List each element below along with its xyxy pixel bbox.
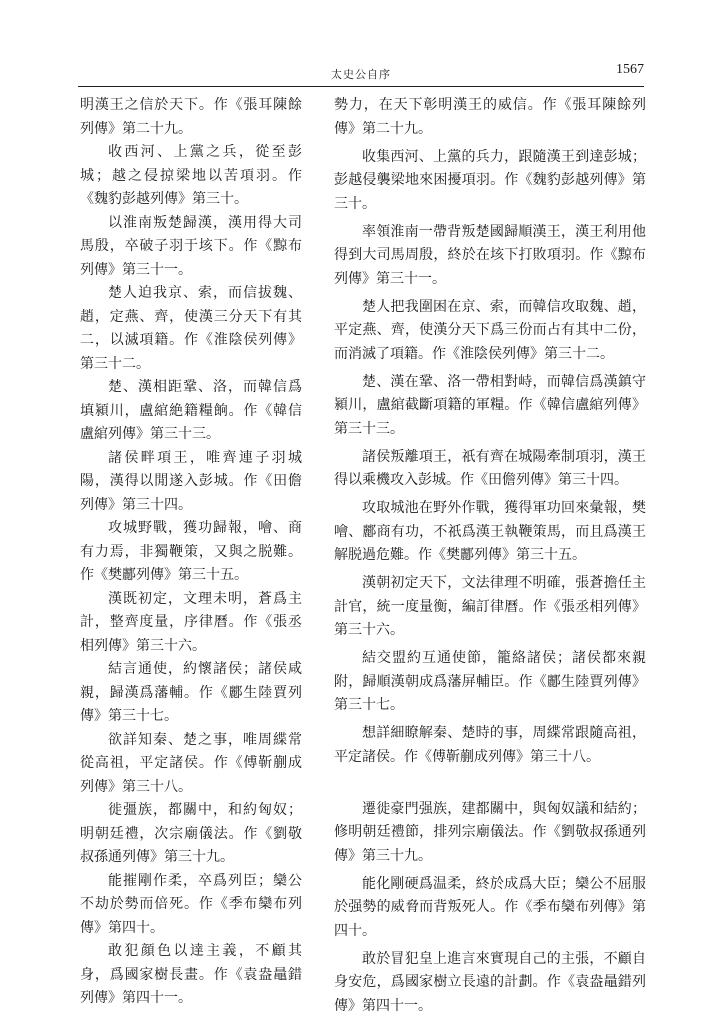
translation-paragraph: 漢朝初定天下，文法律理不明確，張蒼擔任主計官，統一度量衡，編訂律曆。作《張丞相列傳》第三十六。 — [334, 575, 646, 638]
running-title: 太史公自序 — [331, 68, 391, 81]
page-header — [78, 62, 644, 84]
original-text-column — [80, 94, 302, 1011]
original-paragraph: 楚、漢相距鞏、洛，而韓信爲填潁川，盧綰絶籍糧餉。作《韓信盧綰列傳》第三十三。 — [80, 379, 302, 442]
original-paragraph: 以淮南叛楚歸漢，漢用得大司馬殷，卒破子羽于垓下。作《黥布列傳》第三十一。 — [80, 214, 302, 278]
original-paragraph: 明漢王之信於天下。作《張耳陳餘列傳》第二十九。 — [80, 97, 302, 137]
page-number: 1567 — [616, 62, 644, 77]
original-paragraph: 能摧剛作柔，卒爲列臣；欒公不劫於勢而倍死。作《季布欒布列傳》第四十。 — [80, 872, 302, 936]
translation-paragraph: 結交盟約互通使節，籠絡諸侯；諸侯都來親附，歸順漢朝成爲藩屏輔臣。作《酈生陸賈列傳》第三十七。 — [334, 650, 646, 713]
original-paragraph: 結言通使，約懷諸侯；諸侯咸親，歸漢爲藩輔。作《酈生陸賈列傳》第三十七。 — [80, 661, 302, 724]
translation-paragraph: 能化剛硬爲温柔，終於成爲大臣；欒公不屈服於强勢的威脅而背叛死人。作《季布欒布列傳》第四十。 — [334, 875, 646, 939]
original-paragraph: 楚人迫我京、索，而信拔魏、趙，定燕、齊，使漢三分天下有其二，以滅項籍。作《淮陰侯列傳》第三十二。 — [80, 285, 302, 372]
column-gap — [334, 774, 646, 798]
original-paragraph: 欲詳知秦、楚之事，唯周緤常從高祖，平定諸侯。作《傅靳蒯成列傳》第三十八。 — [80, 731, 302, 795]
translation-paragraph: 率領淮南一帶背叛楚國歸順漢王，漢王利用他得到大司馬周殷，終於在垓下打敗項羽。作《黥布列傳》第三十一。 — [334, 223, 646, 287]
original-paragraph: 漢既初定，文理未明，蒼爲主計，整齊度量，序律曆。作《張丞相列傳》第三十六。 — [80, 590, 302, 654]
original-paragraph: 諸侯畔項王，唯齊連子羽城陽，漢得以閒遂入彭城。作《田儋列傳》第三十四。 — [80, 449, 302, 513]
original-paragraph: 收西河、上黨之兵，從至彭城；越之侵掠梁地以苦項羽。作《魏豹彭越列傳》第三十。 — [80, 144, 302, 207]
header-rule — [78, 86, 644, 87]
translation-paragraph: 諸侯叛離項王，祇有齊在城陽牽制項羽，漢王得以乘機攻入彭城。作《田儋列傳》第三十四。 — [334, 448, 646, 488]
original-paragraph: 徙彊族，都關中，和約匈奴；明朝廷禮，次宗廟儀法。作《劉敬叔孫通列傳》第三十九。 — [80, 802, 302, 865]
original-paragraph: 敢犯顔色以達主義，不顧其身，爲國家樹長畫。作《袁盎鼂錯列傳》第四十一。 — [80, 943, 302, 1006]
translation-paragraph: 楚人把我圍困在京、索，而韓信攻取魏、趙，平定燕、齊，使漢分天下爲三份而占有其中二份，而消滅了項籍。作《淮陰侯列傳》第三十二。 — [334, 298, 646, 362]
translation-paragraph: 勢力，在天下彰明漢王的威信。作《張耳陳餘列傳》第二十九。 — [334, 97, 646, 137]
translation-paragraph: 敢於冒犯皇上進言來實現自己的主張，不顧自身安危，爲國家樹立長遠的計劃。作《袁盎鼂錯列傳》第四十一。 — [334, 950, 646, 1014]
original-paragraph: 攻城野戰，獲功歸報，噲、商有力焉，非獨鞭策，又與之脱難。作《樊酈列傳》第三十五。 — [80, 520, 302, 583]
translation-paragraph: 攻取城池在野外作戰，獲得軍功回來彙報，樊噲、酈商有功，不祇爲漢王執鞭策馬，而且爲漢王解脱過危難。作《樊酈列傳》第三十五。 — [334, 500, 646, 563]
translation-column — [334, 94, 646, 1023]
translation-paragraph: 想詳細瞭解秦、楚時的事，周緤常跟隨高祖，平定諸侯。作《傅靳蒯成列傳》第三十八。 — [334, 725, 646, 765]
translation-paragraph: 收集西河、上黨的兵力，跟隨漢王到達彭城；彭越侵襲梁地來困擾項羽。作《魏豹彭越列傳》第三十。 — [334, 148, 646, 212]
translation-paragraph: 遷徙豪門强族，建都關中，與匈奴議和結約；修明朝廷禮節，排列宗廟儀法。作《劉敬叔孫通列傳》第三十九。 — [334, 800, 646, 864]
translation-paragraph: 楚、漢在鞏、洛一帶相對峙，而韓信爲漢鎮守潁川，盧綰截斷項籍的軍糧。作《韓信盧綰列傳》第三十三。 — [334, 373, 646, 437]
